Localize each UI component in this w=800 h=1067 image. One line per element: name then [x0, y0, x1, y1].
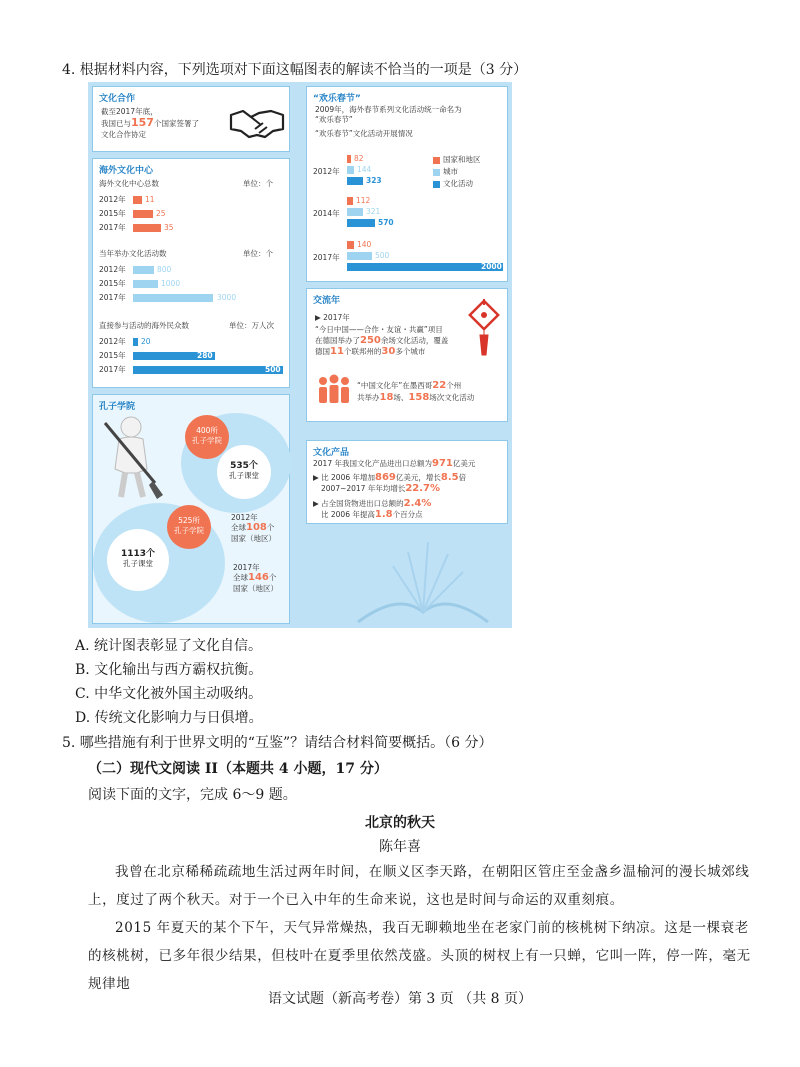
- exchange-year: ▶ 2017年: [315, 313, 350, 322]
- panel-exchange-year: [306, 288, 508, 422]
- panel-confucius: [92, 394, 290, 624]
- s1-bar: [133, 210, 153, 218]
- products-l5: 比 2006 年提高1.8个百分点: [321, 509, 423, 520]
- badge-1113-text: 1113个 孔子课堂: [120, 549, 156, 568]
- section-heading: （二）现代文阅读 II（本题共 4 小题，17 分）: [88, 761, 388, 777]
- spring-intro1: 2009年，海外春节系列文化活动统一命名为: [315, 105, 462, 114]
- panel-title: 交流年: [313, 296, 341, 306]
- option-a: A. 统计图表彰显了文化自信。: [75, 638, 263, 654]
- question-4: 4. 根据材料内容，下列选项对下面这幅图表的解读不恰当的一项是（3 分）: [62, 62, 528, 78]
- infographic: [88, 82, 512, 628]
- spring-subtitle: “欢乐春节”文化活动开展情况: [315, 129, 413, 138]
- s2-year: 2015年: [99, 279, 126, 288]
- products-l4: ▶ 占全国货物进出口总额的2.4%: [313, 498, 432, 509]
- badge-400-text: 400所 孔子学院: [192, 426, 222, 445]
- note-2017-count: 全球146个: [233, 572, 277, 583]
- s2-year: 2012年: [99, 265, 126, 274]
- section2-unit: 单位：个: [243, 249, 273, 258]
- page-footer: 语文试题（新高考卷）第 3 页 （共 8 页）: [267, 991, 533, 1007]
- s1-bar: [133, 224, 161, 232]
- s1-year: 2012年: [99, 195, 126, 204]
- exchange-l4: “中国文化年”在墨西哥22个州: [357, 380, 462, 391]
- section3-unit: 单位：万人次: [229, 321, 274, 330]
- sf-value: 144: [357, 165, 372, 174]
- s2-bar: [133, 294, 213, 302]
- s1-year: 2017年: [99, 223, 126, 232]
- article-paragraph: 我曾在北京稀稀疏疏地生活过两年时间，在顺义区李天路，在朝阳区管庄至金盏乡温榆河的漫长城郊线上，度过了两个秋天。对于一个已入中年的生命来说，这也是时间与命运的双重刻痕。: [88, 864, 750, 908]
- question-5: 5. 哪些措施有利于世界文明的“互鉴”？请结合材料简要概括。（6 分）: [62, 735, 493, 751]
- s3-year: 2015年: [99, 351, 126, 360]
- sf-value: 570: [378, 218, 394, 227]
- s3-bar: [133, 338, 138, 346]
- s2-value: 1000: [161, 279, 181, 288]
- sf-value: 323: [366, 176, 382, 185]
- group-year: 2012年: [313, 167, 340, 176]
- instruction: 阅读下面的文字，完成 6～9 题。: [88, 787, 297, 803]
- legend-swatch: [433, 181, 440, 188]
- section1-unit: 单位：个: [243, 179, 273, 188]
- s3-year: 2017年: [99, 365, 126, 374]
- sf-bar: [347, 263, 503, 271]
- sf-bar: [347, 252, 372, 260]
- handshake-icon: [229, 105, 285, 141]
- sf-bar: [347, 155, 351, 163]
- note-2012-year: 2012年: [231, 513, 258, 522]
- panel-title: 海外文化中心: [99, 166, 154, 176]
- exchange-l1: “今日中国——合作・友谊・共赢”项目: [315, 325, 443, 334]
- badge-525-text: 525所 孔子学院: [174, 516, 204, 535]
- panel-title: “欢乐春节”: [313, 94, 361, 104]
- spring-intro2: “欢乐春节”: [315, 115, 353, 124]
- sf-value: 82: [354, 154, 364, 163]
- section1-title: 海外文化中心总数: [99, 179, 159, 188]
- sf-bar: [347, 197, 353, 205]
- s1-value: 25: [156, 209, 166, 218]
- s1-value: 35: [164, 223, 174, 232]
- s2-year: 2017年: [99, 293, 126, 302]
- note-2012-count: 全球108个: [231, 522, 275, 533]
- panel-spring-festival: [306, 86, 508, 282]
- legend-label: 城市: [443, 167, 458, 176]
- badge-535-text: 535个 孔子课堂: [229, 461, 259, 480]
- sf-bar: [347, 219, 375, 227]
- panel-overseas-centers: [92, 158, 290, 388]
- sf-bar: [347, 208, 363, 216]
- panel-cultural-products: [306, 440, 508, 524]
- panel-title: 文化产品: [313, 448, 350, 458]
- coop-line3: 文化合作协定: [101, 130, 146, 139]
- legend-label: 国家和地区: [443, 155, 481, 164]
- coop-line1: 截至2017年底，: [101, 107, 158, 116]
- option-b: B. 文化输出与西方霸权抗衡。: [75, 662, 263, 678]
- s2-bar: [133, 266, 154, 274]
- products-l2: ▶ 比 2006 年增加869亿美元，增长8.5倍: [313, 472, 467, 483]
- panel-title: 文化合作: [99, 94, 136, 104]
- s2-bar: [133, 280, 158, 288]
- sf-bar: [347, 177, 363, 185]
- s3-value: 500: [265, 365, 281, 374]
- sf-bar: [347, 166, 354, 174]
- products-l3: 2007~2017 年年均增长22.7%: [321, 483, 441, 494]
- coop-line2: 我国已与157个国家签署了: [101, 116, 199, 129]
- note-2017-region: 国家（地区）: [233, 584, 278, 593]
- sf-value: 321: [366, 207, 381, 216]
- s1-value: 11: [145, 195, 155, 204]
- article-paragraph: 2015 年夏天的某个下午，天气异常燥热，我百无聊赖地坐在老家门前的核桃树下纳凉。这是一棵衰老的核桃树，已多年很少结果，但枝叶在夏季里依然茂盛。头顶的树杈上有一只蝉，它叫一阵，停一阵，毫无规律地: [88, 920, 751, 992]
- note-2012-region: 国家（地区）: [231, 534, 276, 543]
- sf-bar: [347, 241, 354, 249]
- sf-value: 112: [356, 196, 371, 205]
- legend-label: 文化活动: [443, 179, 473, 188]
- option-c: C. 中华文化被外国主动吸纳。: [75, 686, 263, 702]
- s3-bar: [133, 366, 283, 374]
- chinese-knot-icon: [467, 297, 501, 357]
- figure-with-brush-icon: [97, 413, 167, 503]
- s2-value: 800: [157, 265, 172, 274]
- article-title: 北京的秋天: [365, 815, 435, 831]
- legend-swatch: [433, 169, 440, 176]
- s2-value: 3000: [217, 293, 237, 302]
- legend-swatch: [433, 157, 440, 164]
- sf-value: 500: [375, 251, 390, 260]
- exchange-l3: 德国11个联邦州的30多个城市: [315, 346, 426, 357]
- note-2017-year: 2017年: [233, 563, 260, 572]
- s3-value: 280: [197, 351, 213, 360]
- group-year: 2017年: [313, 253, 340, 262]
- people-group-icon: [315, 373, 353, 407]
- exchange-l5: 共举办18场、158场次文化活动: [357, 392, 475, 403]
- sf-value: 140: [357, 240, 372, 249]
- section3-title: 直接参与活动的海外民众数: [99, 321, 189, 330]
- exchange-l2: 在德国举办了250余场文化活动，覆盖: [315, 335, 449, 346]
- article-author: 陈年喜: [379, 839, 421, 855]
- s1-year: 2015年: [99, 209, 126, 218]
- s3-value: 20: [141, 337, 151, 346]
- option-d: D. 传统文化影响力与日俱增。: [75, 710, 263, 726]
- s1-bar: [133, 196, 142, 204]
- s3-year: 2012年: [99, 337, 126, 346]
- panel-cultural-cooperation: [92, 86, 290, 152]
- open-book-icon: [338, 532, 508, 628]
- sf-value: 2000: [481, 262, 502, 271]
- section2-title: 当年举办文化活动数: [99, 249, 167, 258]
- panel-title: 孔子学院: [99, 402, 136, 412]
- group-year: 2014年: [313, 209, 340, 218]
- products-l1: 2017 年我国文化产品进出口总额为971亿美元: [313, 458, 476, 469]
